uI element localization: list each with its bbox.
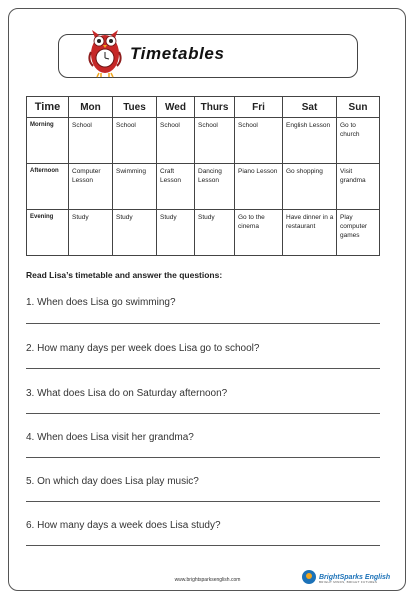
answer-line-2[interactable]: [26, 368, 380, 369]
table-cell: School: [157, 118, 195, 164]
table-cell: Craft Lesson: [157, 164, 195, 210]
row-label-evening: Evening: [27, 210, 69, 256]
table-cell: Study: [157, 210, 195, 256]
question-4: 4. When does Lisa visit her grandma?: [26, 432, 194, 443]
instructions: Read Lisa’s timetable and answer the questions:: [26, 270, 223, 280]
question-2: 2. How many days per week does Lisa go to school?: [26, 343, 260, 354]
header-time: Time: [27, 97, 69, 118]
brand-logo: [302, 570, 390, 584]
table-cell: Go to church: [337, 118, 380, 164]
table-cell: Visit grandma: [337, 164, 380, 210]
row-label-afternoon: Afternoon: [27, 164, 69, 210]
page-title: Timetables: [130, 44, 225, 63]
table-header-row: [27, 97, 380, 118]
table-row: [27, 210, 380, 256]
answer-line-6[interactable]: [26, 545, 380, 546]
table-cell: Go to the cinema: [235, 210, 283, 256]
question-5: 5. On which day does Lisa play music?: [26, 476, 199, 487]
header-thurs: Thurs: [195, 97, 235, 118]
table-cell: School: [195, 118, 235, 164]
table-cell: Go shopping: [283, 164, 337, 210]
table-cell: Have dinner in a restaurant: [283, 210, 337, 256]
timetable: [26, 96, 380, 256]
brand-tagline: BRIGHT MINDS, BRIGHT FUTURES: [319, 580, 378, 584]
brightsparks-logo-icon: [302, 570, 316, 584]
header-tues: Tues: [113, 97, 157, 118]
table-row: [27, 118, 380, 164]
table-cell: Dancing Lesson: [195, 164, 235, 210]
question-3: 3. What does Lisa do on Saturday afternoon?: [26, 388, 228, 399]
table-cell: Computer Lesson: [69, 164, 113, 210]
table-cell: School: [113, 118, 157, 164]
row-label-morning: Morning: [27, 118, 69, 164]
table-cell: Study: [113, 210, 157, 256]
owl-clock-icon: [88, 28, 122, 78]
footer-url[interactable]: www.brightsparksenglish.com: [174, 577, 241, 583]
table-cell: Study: [195, 210, 235, 256]
table-cell: Study: [69, 210, 113, 256]
answer-line-1[interactable]: [26, 323, 380, 324]
table-cell: Swimming: [113, 164, 157, 210]
table-row: [27, 164, 380, 210]
brand-name: BrightSparks English: [319, 573, 391, 581]
header-wed: Wed: [157, 97, 195, 118]
table-cell: English Lesson: [283, 118, 337, 164]
header-fri: Fri: [235, 97, 283, 118]
table-cell: School: [69, 118, 113, 164]
question-1: 1. When does Lisa go swimming?: [26, 297, 176, 308]
question-6: 6. How many days a week does Lisa study?: [26, 520, 221, 531]
answer-line-4[interactable]: [26, 457, 380, 458]
table-cell: School: [235, 118, 283, 164]
header-sun: Sun: [337, 97, 380, 118]
table-cell: Piano Lesson: [235, 164, 283, 210]
header-mon: Mon: [69, 97, 113, 118]
table-cell: Play computer games: [337, 210, 380, 256]
answer-line-3[interactable]: [26, 413, 380, 414]
header-sat: Sat: [283, 97, 337, 118]
answer-line-5[interactable]: [26, 501, 380, 502]
